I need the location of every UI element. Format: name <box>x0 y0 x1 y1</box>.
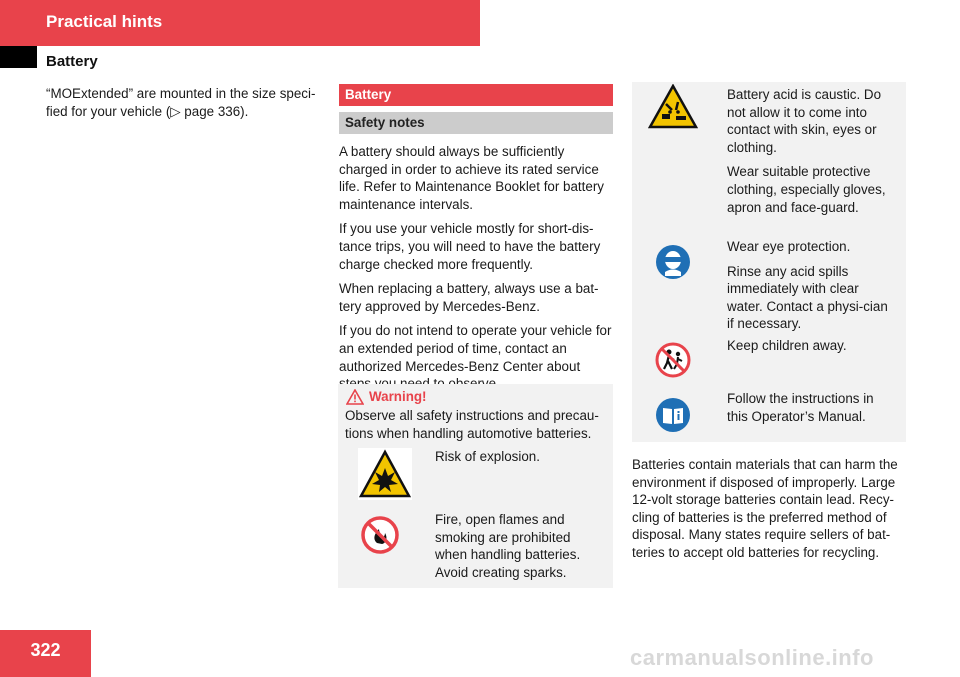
paragraph: Battery acid is caustic. Do not allow it to come into contact with skin, eyes or clothing. <box>727 87 882 155</box>
acid-icon <box>648 84 698 130</box>
children-away-icon <box>655 342 691 378</box>
explosion-icon <box>358 448 412 500</box>
page-subtitle: Battery <box>46 53 98 70</box>
no-fire-text: Fire, open flames and smoking are prohibited when handling batteries. Avoid creating sparks. <box>435 512 581 580</box>
recycling-text: Batteries contain materials that can harm the environment if disposed of improperly. Large 12-volt storage batteries contain lead. Recy-cling of batteries is the preferred method of disposal. Many states require sellers of bat-teries to accept old batteries for recycling. <box>632 457 898 560</box>
page-number: 322 <box>30 640 61 660</box>
paragraph: Wear eye protection. <box>727 239 851 254</box>
paragraph: Rinse any acid spills immediately with clear water. Contact a physi-cian if necessary. <box>727 263 888 332</box>
warning-title: Warning! <box>369 389 427 404</box>
no-fire-icon <box>360 515 400 555</box>
explosion-text: Risk of explosion. <box>435 449 540 464</box>
children-away-text: Keep children away. <box>727 338 847 353</box>
manual-icon <box>655 397 691 433</box>
watermark: carmanualsonline.info <box>630 645 874 670</box>
safety-notes-heading: Safety notes <box>339 112 613 134</box>
paragraph: A battery should always be sufficiently charged in order to achieve its rated service life. Refer to Maintenance Booklet for battery maintenance intervals. <box>339 144 604 212</box>
manual-text: Follow the instructions in this Operator’s Manual. <box>727 391 874 424</box>
header-marker <box>0 46 37 68</box>
eye-protection-text <box>727 238 897 340</box>
acid-text <box>727 86 897 223</box>
paragraph: When replacing a battery, always use a bat-tery approved by Mercedes-Benz. <box>339 281 599 314</box>
safety-notes-text <box>339 143 613 393</box>
paragraph: If you use your vehicle mostly for short-dis-tance trips, you will need to have the battery charge checked more frequently. <box>339 221 601 272</box>
paragraph: If you do not intend to operate your vehicle for an extended period of time, contact an authorized Mercedes-Benz Center about <box>339 323 612 374</box>
section-title: Practical hints <box>46 12 163 31</box>
intro-text: “MOExtended” are mounted in the size speci- fied for your vehicle (▷ page 336). <box>46 86 316 119</box>
warning-text: Observe all safety instructions and precau-tions when handling automotive batteries. <box>345 408 599 441</box>
paragraph: Wear suitable protective clothing, especially gloves, apron and face-guard. <box>727 164 886 215</box>
eye-protection-icon <box>655 244 691 280</box>
battery-heading: Battery <box>339 84 613 106</box>
battery-section <box>339 84 613 400</box>
warning-triangle-icon <box>346 389 364 405</box>
